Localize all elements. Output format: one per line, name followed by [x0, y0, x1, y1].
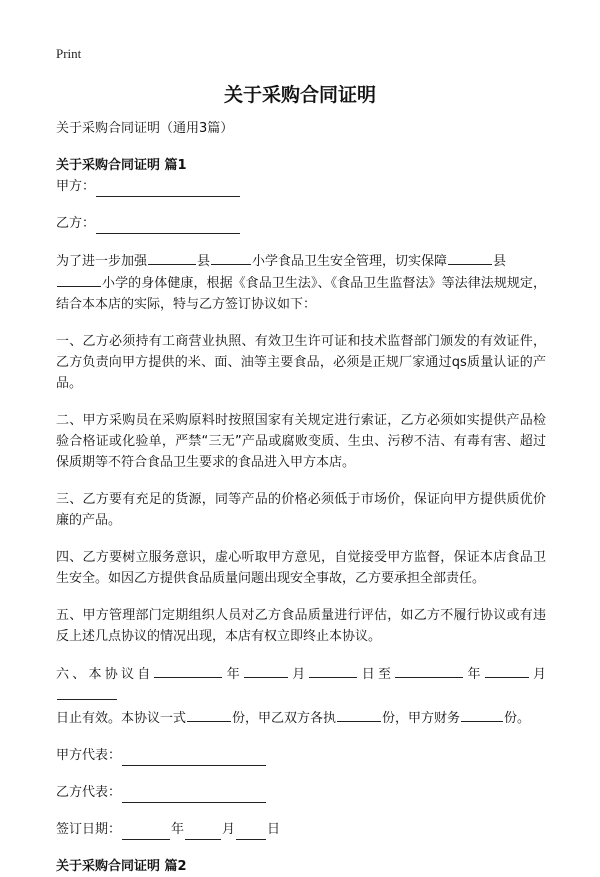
school-blank-1 [211, 250, 251, 265]
county-blank-1 [148, 250, 196, 265]
start-month-blank [244, 663, 288, 678]
sign-day-blank [236, 825, 266, 840]
clause-4: 四、乙方要树立服务意识，虚心听取甲方意见，自觉接受甲方监督，保证本店食品卫生安全。如因乙方提供食品质量问题出现安全事故，乙方要承担全部责任。 [56, 550, 546, 586]
section-heading-2: 关于采购合同证明 篇2 [56, 859, 187, 874]
clause-5: 五、甲方管理部门定期组织人员对乙方食品质量进行评估，如乙方不履行协议或有违反上述几点协议的情况出现，本店有权立即终止本协议。 [56, 608, 546, 644]
intro-paragraph: 为了进一步加强 县 小学食品卫生安全管理，切实保障 县 小学的身体健康，根据《食品卫生法》、《食品卫生监督法》等法律法规规定，结合本本店的实际，特与乙方签订协议如下： [56, 250, 546, 315]
sign-month-blank [185, 825, 221, 840]
start-day-blank [309, 663, 357, 678]
clause-3: 三、乙方要有充足的货源，同等产品的价格必须低于市场价，保证向甲方提供质优价廉的产品。 [56, 492, 546, 528]
school-blank-2 [57, 272, 101, 287]
rep-a-label: 甲方代表： [56, 748, 122, 763]
end-day-blank [57, 685, 117, 700]
print-link[interactable]: Print [56, 46, 82, 61]
sign-date-line [56, 819, 546, 840]
start-year-blank [154, 663, 222, 678]
sign-year-blank [122, 825, 170, 840]
rep-b-blank [122, 788, 266, 803]
page-title: 关于采购合同证明 [223, 84, 376, 106]
county-blank-2 [448, 250, 492, 265]
clause-6-term: 六、本协议自 年 月 日至 年 月 日止有效。本协议一式 份，甲乙双方各执 份，甲方财务 份。 [56, 663, 546, 729]
party-b-line [56, 213, 546, 234]
end-month-blank [485, 663, 529, 678]
copies-total-blank [187, 707, 231, 722]
sign-year-label: 年 [171, 822, 185, 837]
sign-date-label: 签订日期： [56, 822, 122, 837]
party-b-blank [96, 219, 240, 234]
sign-day-label: 日 [267, 822, 281, 837]
sign-month-label: 月 [222, 822, 236, 837]
copies-each-blank [337, 707, 381, 722]
document-body [56, 118, 546, 877]
clause-1: 一、乙方必须持有工商营业执照、有效卫生许可证和技术监督部门颁发的有效证件，乙方负责向甲方提供的米、面、油等主要食品，必须是正规厂家通过qs质量认证的产品。 [56, 334, 546, 391]
copies-finance-blank [461, 707, 503, 722]
party-a-label: 甲方： [56, 179, 96, 194]
party-a-blank [96, 182, 240, 197]
party-a-line [56, 176, 546, 197]
party-b-label: 乙方： [56, 216, 96, 231]
end-year-blank [395, 663, 463, 678]
section-heading-1: 关于采购合同证明 篇1 [56, 158, 187, 173]
rep-a-line [56, 745, 546, 766]
rep-a-blank [122, 751, 266, 766]
rep-b-label: 乙方代表： [56, 785, 122, 800]
rep-b-line [56, 782, 546, 803]
clause-2: 二、甲方采购员在采购原料时按照国家有关规定进行索证，乙方必须如实提供产品检验合格证或化验单，严禁“三无”产品或腐败变质、生虫、污秽不洁、有毒有害、超过保质期等不符合食品卫生要求的食品进入甲方本店。 [56, 413, 546, 470]
document-subtitle: 关于采购合同证明（通用3篇） [56, 121, 234, 136]
